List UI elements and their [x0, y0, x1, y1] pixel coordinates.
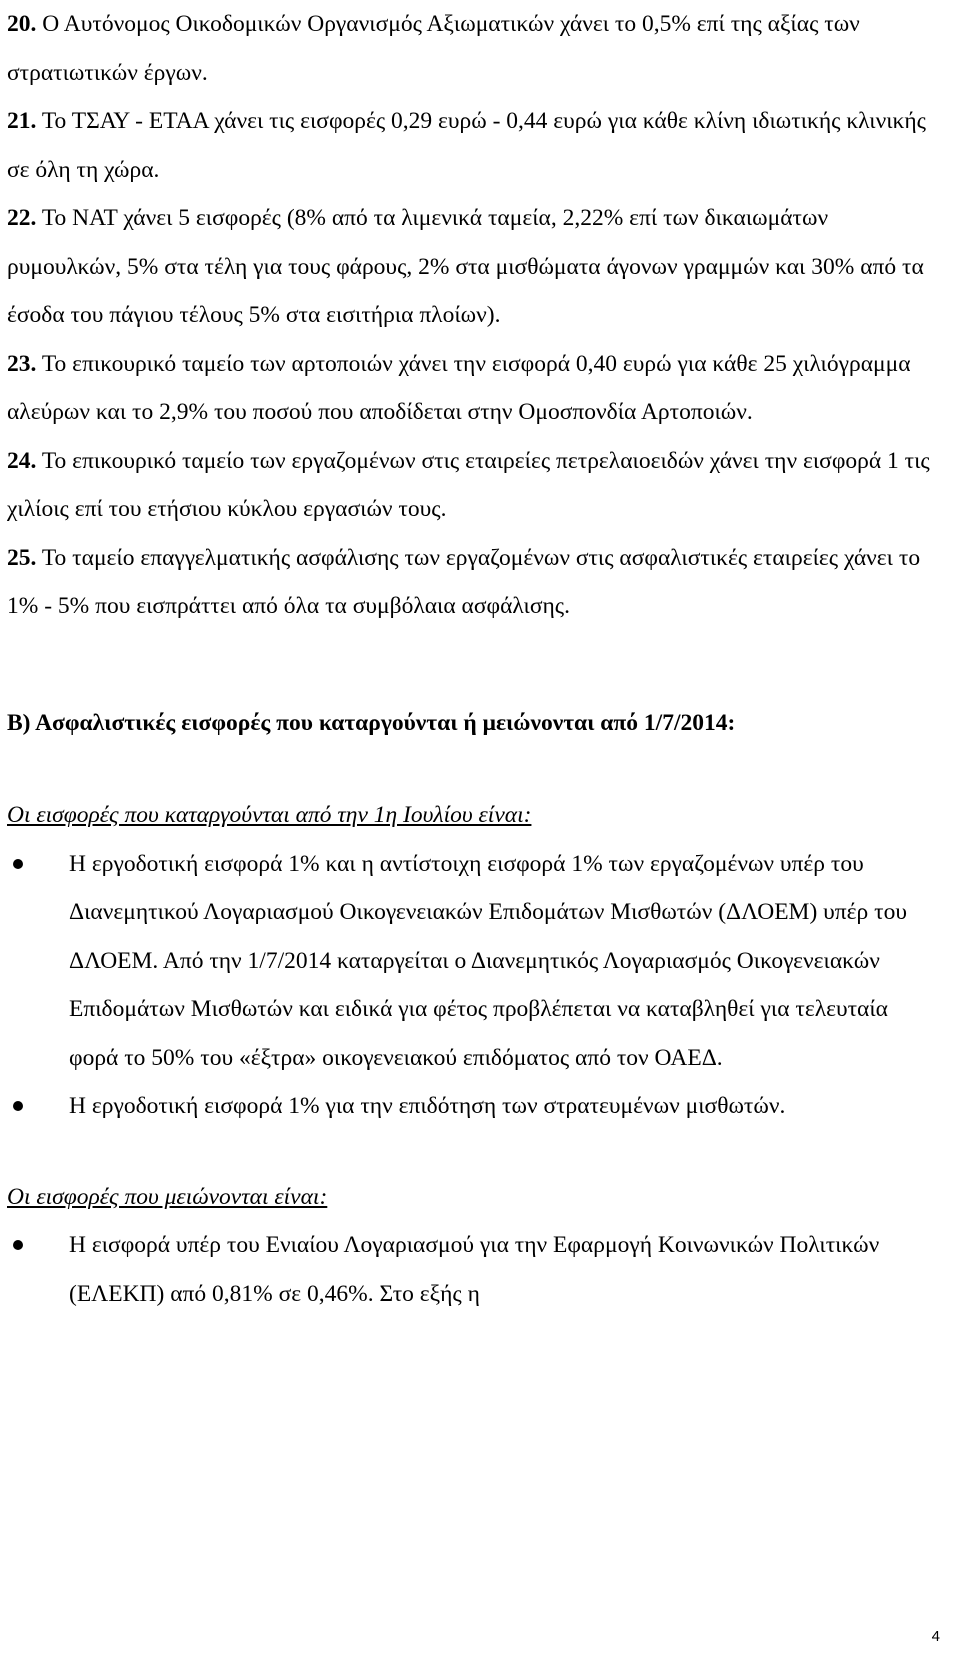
item-text: Το επικουρικό ταμείο των εργαζομένων στις εταιρείες πετρελαιοειδών χάνει την εισφορά 1 τις χιλίοις επί του ετήσιου κύκλου εργασιών τους. — [7, 447, 930, 522]
page-number: 4 — [931, 1628, 940, 1645]
bullet-item — [7, 1221, 942, 1318]
item-number: 22. — [7, 205, 37, 231]
list-item-20 — [7, 0, 942, 97]
document-page — [7, 0, 942, 1318]
section-b-heading: Β) Ασφαλιστικές εισφορές που καταργούνται ή μειώνονται από 1/7/2014: — [7, 709, 736, 736]
reduced-contributions-list — [7, 1221, 942, 1318]
list-item-21 — [7, 97, 942, 194]
bullet-text: Η εργοδοτική εισφορά 1% και η αντίστοιχη εισφορά 1% των εργαζομένων υπέρ του Διανεμητικού Λογαριασμού Οικογενειακών Επιδομάτων Μισθωτών (ΔΛΟΕΜ) υπέρ του ΔΛΟΕΜ. Από την 1/7/2014 καταργείται ο Διανεμητικός Λογαριασμός Οικογενειακών Επιδομάτων Μισθωτών και ειδικά για φέτος προβλέπεται να καταβληθεί για τελευταία φορά το 50% του «έξτρα» οικογενειακού επιδόματος από τον ΟΑΕΔ. — [69, 850, 907, 1071]
abolished-contributions-heading: Οι εισφορές που καταργούνται από την 1η Ιουλίου είναι: — [7, 802, 532, 828]
item-text: Το ΝΑΤ χάνει 5 εισφορές (8% από τα λιμενικά ταμεία, 2,22% επί των δικαιωμάτων ρυμουλκών, 5% στα τέλη για τους φάρους, 2% στα μισθώματα άγονων γραμμών και 30% από τα έσοδα του πάγιου τέλους 5% στα εισιτήρια πλοίων). — [7, 205, 924, 328]
bullet-item — [7, 1082, 942, 1131]
item-number: 25. — [7, 544, 37, 571]
item-text: Το ταμείο επαγγελματικής ασφάλισης των εργαζομένων στις ασφαλιστικές εταιρείες χάνει το 1% - 5% που εισπράττει από όλα τα συμβόλαια ασφάλισης. — [7, 544, 921, 619]
bullet-text: Η εισφορά υπέρ του Ενιαίου Λογαριασμού για την Εφαρμογή Κοινωνικών Πολιτικών (ΕΛΕΚΠ) από 0,81% σε 0,46%. Στο εξής η — [69, 1232, 880, 1307]
reduced-contributions-heading: Οι εισφορές που μειώνονται είναι: — [7, 1183, 328, 1210]
item-number: 20. — [7, 11, 37, 37]
item-number: 24. — [7, 447, 37, 474]
item-number: 21. — [7, 108, 37, 134]
bullet-item — [7, 840, 942, 1083]
numbered-list — [7, 0, 942, 631]
bullet-icon — [13, 1101, 23, 1111]
list-item-23 — [7, 340, 942, 437]
bullet-text: Η εργοδοτική εισφορά 1% για την επιδότηση των στρατευμένων μισθωτών. — [69, 1093, 786, 1119]
list-item-24 — [7, 437, 942, 534]
bullet-icon — [13, 859, 23, 869]
item-text: Ο Αυτόνομος Οικοδομικών Οργανισμός Αξιωματικών χάνει το 0,5% επί της αξίας των στρατιωτικών έργων. — [7, 11, 860, 86]
bullet-icon — [13, 1240, 23, 1250]
item-number: 23. — [7, 350, 37, 377]
list-item-22 — [7, 194, 942, 340]
item-text: Το επικουρικό ταμείο των αρτοποιών χάνει την εισφορά 0,40 ευρώ για κάθε 25 χιλιόγραμμα αλεύρων και το 2,9% του ποσού που αποδίδεται στην Ομοσπονδία Αρτοποιών. — [7, 350, 911, 425]
list-item-25 — [7, 534, 942, 631]
item-text: Το ΤΣΑΥ - ΕΤΑΑ χάνει τις εισφορές 0,29 ευρώ - 0,44 ευρώ για κάθε κλίνη ιδιωτικής κλινικής σε όλη τη χώρα. — [7, 108, 926, 183]
abolished-contributions-list — [7, 840, 942, 1131]
